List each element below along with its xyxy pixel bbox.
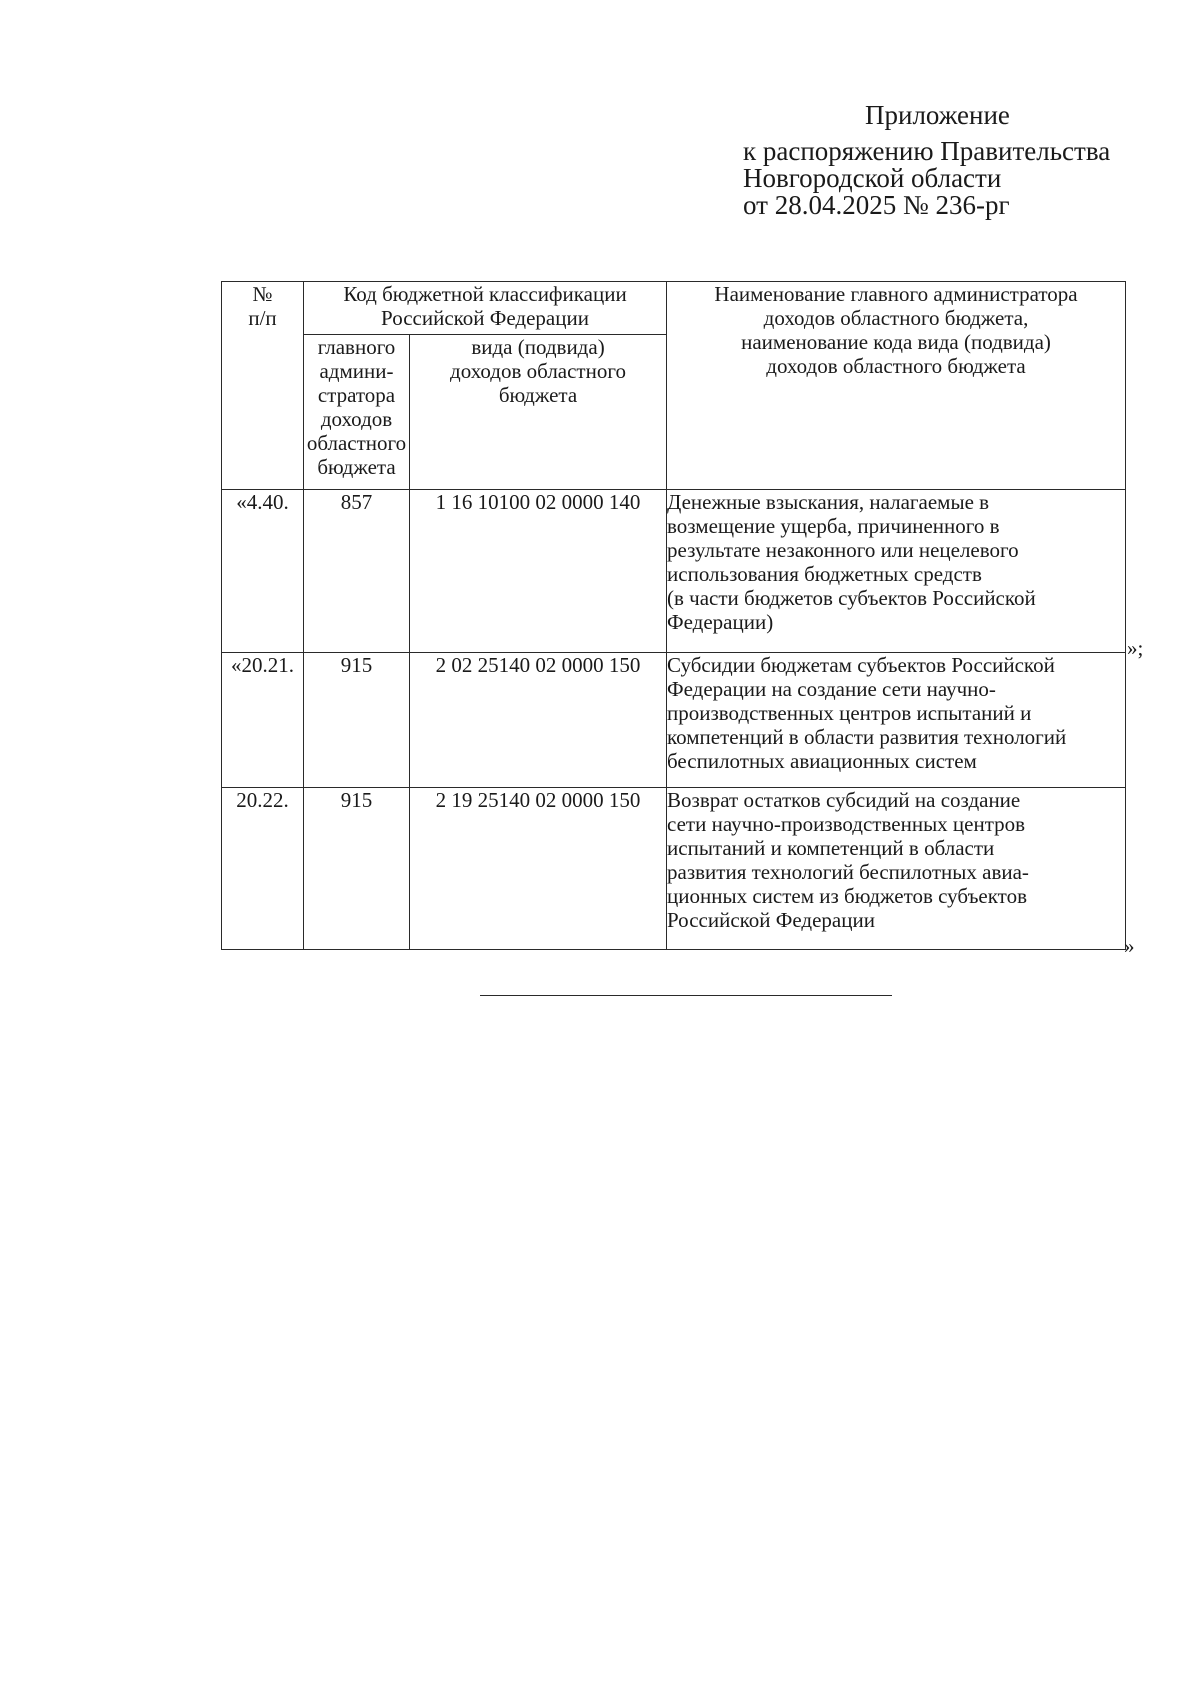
row-name-line: возмещение ущерба, причиненного в: [667, 514, 1000, 538]
header-administrator: [304, 335, 410, 490]
row-name-line: развития технологий беспилотных авиа-: [667, 860, 1029, 884]
closing-quote-mark: »;: [1127, 636, 1144, 660]
row-kind-code: 2 19 25140 02 0000 150: [410, 788, 667, 950]
row-administrator-code: 915: [304, 653, 410, 788]
table-row: [222, 788, 1126, 950]
header-number: [222, 282, 304, 490]
header-code-group: [304, 282, 667, 335]
header-text-line: вида (подвида): [471, 335, 605, 359]
row-name-line: испытаний и компетенций в области: [667, 836, 995, 860]
table-header-row: [222, 282, 1126, 335]
order-reference: [743, 138, 1110, 219]
row-name-line: Денежные взыскания, налагаемые в: [667, 490, 990, 514]
row-name: [667, 490, 1126, 653]
header-text-line: бюджета: [498, 383, 578, 407]
row-kind-code: 1 16 10100 02 0000 140: [410, 490, 667, 653]
row-name-line: ционных систем из бюджетов субъектов: [667, 884, 1027, 908]
row-name-line: беспилотных авиационных систем: [667, 749, 977, 773]
header-text-line: стратора: [317, 383, 396, 407]
row-name-line: Федерации): [667, 610, 774, 634]
order-reference-line: Новгородской области: [743, 163, 1002, 193]
header-name: [667, 282, 1126, 490]
row-name-line: Субсидии бюджетам субъектов Российской: [667, 653, 1055, 677]
header-text-line: Российской Федерации: [381, 306, 589, 330]
row-administrator-code: 857: [304, 490, 410, 653]
row-name-line: Российской Федерации: [667, 908, 875, 932]
header-text-line: админи-: [319, 359, 394, 383]
row-name-line: (в части бюджетов субъектов Российской: [667, 586, 1036, 610]
header-text-line: доходов областного: [450, 359, 626, 383]
row-name-line: компетенций в области развития технологий: [667, 725, 1067, 749]
row-number: «20.21.: [222, 653, 304, 788]
header-text-line: областного: [306, 431, 407, 455]
header-text-line: бюджета: [317, 455, 396, 479]
row-name-line: производственных центров испытаний и: [667, 701, 1032, 725]
row-name-line: сети научно-производственных центров: [667, 812, 1026, 836]
row-name-line: Возврат остатков субсидий на создание: [667, 788, 1021, 812]
row-number: 20.22.: [222, 788, 304, 950]
row-kind-code: 2 02 25140 02 0000 150: [410, 653, 667, 788]
row-name: [667, 653, 1126, 788]
header-kind: [410, 335, 667, 490]
row-name-line: использования бюджетных средств: [667, 562, 982, 586]
table-row: [222, 490, 1126, 653]
header-text-line: Наименование главного администратора: [714, 282, 1078, 306]
header-text-line: №: [252, 282, 273, 306]
table-row: [222, 653, 1126, 788]
order-reference-line: от 28.04.2025 № 236-рг: [743, 190, 1010, 220]
header-text-line: п/п: [248, 306, 277, 330]
header-text-line: доходов областного бюджета: [766, 354, 1026, 378]
header-text-line: доходов областного бюджета,: [763, 306, 1029, 330]
header-text-line: Код бюджетной классификации: [343, 282, 627, 306]
appendix-title: Приложение: [865, 100, 1010, 130]
header-text-line: наименование кода вида (подвида): [741, 330, 1051, 354]
budget-codes-table: [221, 281, 1126, 950]
row-administrator-code: 915: [304, 788, 410, 950]
row-number: «4.40.: [222, 490, 304, 653]
end-divider-line: [480, 995, 892, 996]
row-name-line: Федерации на создание сети научно-: [667, 677, 996, 701]
header-text-line: доходов: [320, 407, 393, 431]
row-name: [667, 788, 1126, 950]
header-text-line: главного: [317, 335, 396, 359]
row-name-line: результате незаконного или нецелевого: [667, 538, 1019, 562]
closing-quote-mark: »: [1124, 934, 1135, 958]
order-reference-line: к распоряжению Правительства: [743, 136, 1111, 166]
